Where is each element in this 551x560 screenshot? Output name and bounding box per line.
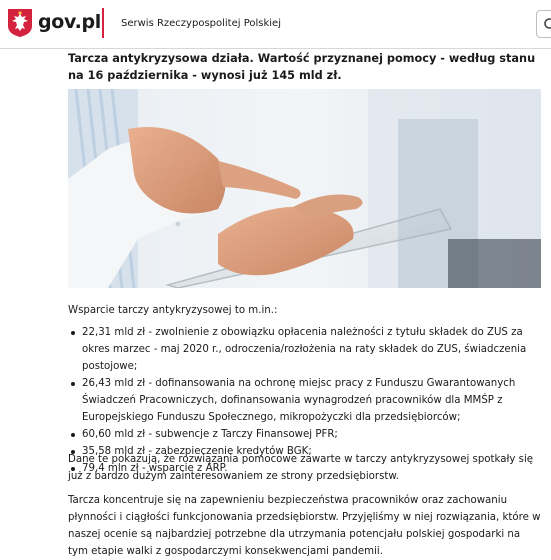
service-name: Serwis Rzeczypospolitej Polskiej xyxy=(121,18,281,29)
article-hero-image xyxy=(68,89,541,288)
list-item: 60,60 mld zł - subwencje z Tarczy Finansowej PFR; xyxy=(68,426,548,443)
list-item: 35,58 mld zł - zabezpieczenie kredytów BGK; xyxy=(68,443,548,460)
header-divider xyxy=(102,8,104,38)
list-item: 79,4 mln zł - wsparcie z ARP. xyxy=(68,460,548,477)
list-item: 22,31 mld zł - zwolnienie z obowiązku opłacenia należności z tytułu składek do ZUS za okres marzec - maj 2020 r., odroczenia/rozłożenia na raty składek do ZUS, świadczenia postojowe; xyxy=(68,324,548,375)
polish-eagle-emblem-icon[interactable] xyxy=(7,8,33,38)
paragraph-focus: Tarcza koncentruje się na zapewnieniu bezpieczeństwa pracowników oraz zachowaniu płynności i ciągłości funkcjonowania przedsiębiorstw. Przyjęliśmy w niej rozwiązania, które w naszej ocenie są najbardziej potrzebne dla utrzymania potencjału polskiej gospodarki na tym etapie walki z gospodarczymi konsekwencjami pandemii. xyxy=(68,495,541,557)
site-logo[interactable]: gov.pl xyxy=(38,11,102,33)
search-button[interactable] xyxy=(536,10,551,38)
list-item: 26,43 mld zł - dofinansowania na ochronę miejsc pracy z Funduszu Gwarantowanych Świadczeń Pracowniczych, dofinansowania wynagrodzeń pracowników dla MMŚP z Europejskiego Funduszu Społecznego, mikropożyczki dla przedsiębiorców; xyxy=(68,375,548,426)
paragraph-interest: Dane te pokazują, że rozwiązania pomocowe zawarte w tarczy antykryzysowej spotkały się już z bardzo dużym zainteresowaniem ze strony przedsiębiorstw. xyxy=(68,454,534,482)
search-icon xyxy=(543,17,551,33)
site-header xyxy=(0,0,551,49)
support-intro: Wsparcie tarczy antykryzysowej to m.in.: xyxy=(68,305,278,316)
article-lead: Tarcza antykryzysowa działa. Wartość przyznanej pomocy - według stanu na 16 października - wynosi już 145 mld zł. xyxy=(68,52,536,82)
